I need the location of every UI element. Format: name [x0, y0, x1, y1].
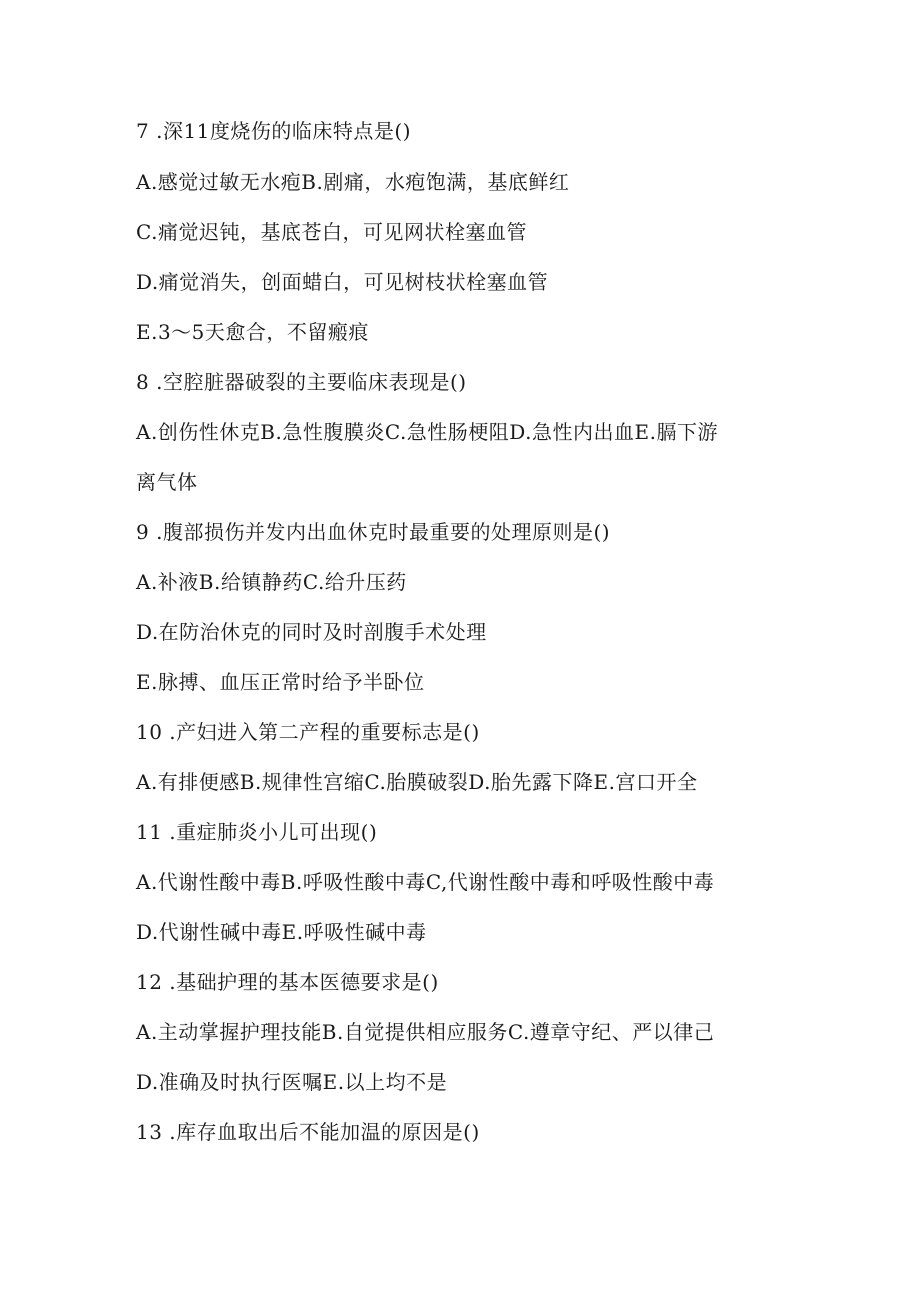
- question-12-options-abc: A.主动掌握护理技能B.自觉提供相应服务C.遵章守纪、严以律己: [136, 1020, 715, 1044]
- question-12-options-de: D.准确及时执行医嘱E.以上均不是: [136, 1070, 448, 1094]
- question-8-stem: 8 .空腔脏器破裂的主要临床表现是(): [136, 370, 467, 394]
- question-9-option-e: E.脉搏、血压正常时给予半卧位: [136, 670, 425, 694]
- question-10-stem: 10 .产妇进入第二产程的重要标志是(): [136, 720, 480, 744]
- question-9-stem: 9 .腹部损伤并发内出血休克时最重要的处理原则是(): [136, 520, 611, 544]
- question-11-options-abc: A.代谢性酸中毒B.呼吸性酸中毒C,代谢性酸中毒和呼吸性酸中毒: [136, 870, 715, 894]
- question-9-options-abc: A.补液B.给镇静药C.给升压药: [136, 570, 407, 594]
- question-11-stem: 11 .重症肺炎小儿可出现(): [136, 820, 378, 844]
- question-7-stem: 7 .深11度烧伤的临床特点是(): [136, 119, 411, 143]
- question-8-options-continued: 离气体: [136, 470, 198, 494]
- question-10-options: A.有排便感B.规律性宫缩C.胎膜破裂D.胎先露下降E.宫口开全: [136, 770, 698, 794]
- question-7-option-e: E.3～5天愈合，不留瘢痕: [136, 320, 369, 344]
- question-7-option-c: C.痛觉迟钝，基底苍白，可见网状栓塞血管: [136, 220, 527, 244]
- question-11-options-de: D.代谢性碱中毒E.呼吸性碱中毒: [136, 920, 427, 944]
- question-7-option-d: D.痛觉消失，创面蜡白，可见树枝状栓塞血管: [136, 270, 549, 294]
- question-8-options: A.创伤性休克B.急性腹膜炎C.急性肠梗阻D.急性内出血E.膈下游: [136, 420, 718, 444]
- question-13-stem: 13 .库存血取出后不能加温的原因是(): [136, 1120, 480, 1144]
- question-7-options-ab: A.感觉过敏无水疱B.剧痛，水疱饱满，基底鲜红: [136, 170, 570, 194]
- question-9-option-d: D.在防治休克的同时及时剖腹手术处理: [136, 620, 487, 644]
- question-12-stem: 12 .基础护理的基本医德要求是(): [136, 970, 439, 994]
